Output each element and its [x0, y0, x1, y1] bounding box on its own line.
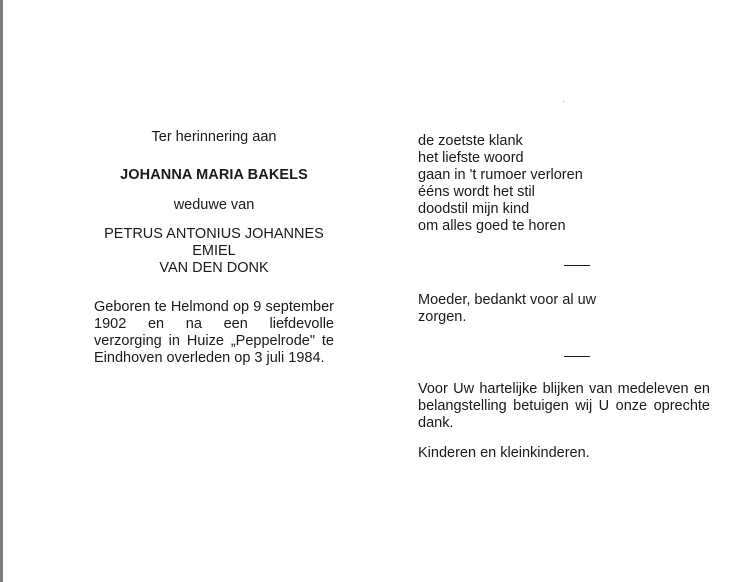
widow-of-label: weduwe van — [173, 197, 255, 213]
deceased-name: JOHANNA MARIA BAKELS — [120, 167, 308, 183]
thanks-mother: Moeder, bedankt voor al uw zorgen. — [418, 292, 597, 325]
poem-line: doodstil mijn kind — [418, 201, 530, 217]
spouse-name-line-2: VAN DEN DONK — [159, 260, 269, 276]
biography: Geboren te Helmond op 9 september 1902 en na een liefdevolle verzorging in Huize „Peppelrode" te Eindhoven overleden op 3 juli 1984. — [94, 299, 334, 366]
gratitude-text: Voor Uw hartelijke blijken van medeleven en belangstelling betuigen wij U onze oprechte dank. — [418, 381, 710, 431]
left-column — [94, 128, 334, 367]
spouse-name-line-1: PETRUS ANTONIUS JOHANNES EMIEL — [104, 226, 324, 259]
section-divider — [564, 265, 590, 266]
spouse-name — [94, 226, 334, 277]
poem-line: het liefste woord — [418, 150, 524, 166]
poem-line: de zoetste klank — [418, 133, 523, 149]
memorial-intro: Ter herinnering aan — [151, 129, 277, 145]
page-edge — [0, 0, 3, 582]
poem-line: ééns wordt het stil — [418, 184, 535, 200]
right-column — [418, 133, 710, 462]
poem-line: om alles goed te horen — [418, 218, 566, 234]
poem — [418, 133, 710, 235]
section-divider — [564, 356, 590, 357]
poem-line: gaan in 't rumoer verloren — [418, 167, 583, 183]
scan-speck — [563, 101, 564, 102]
closing-signature: Kinderen en kleinkinderen. — [418, 445, 590, 461]
